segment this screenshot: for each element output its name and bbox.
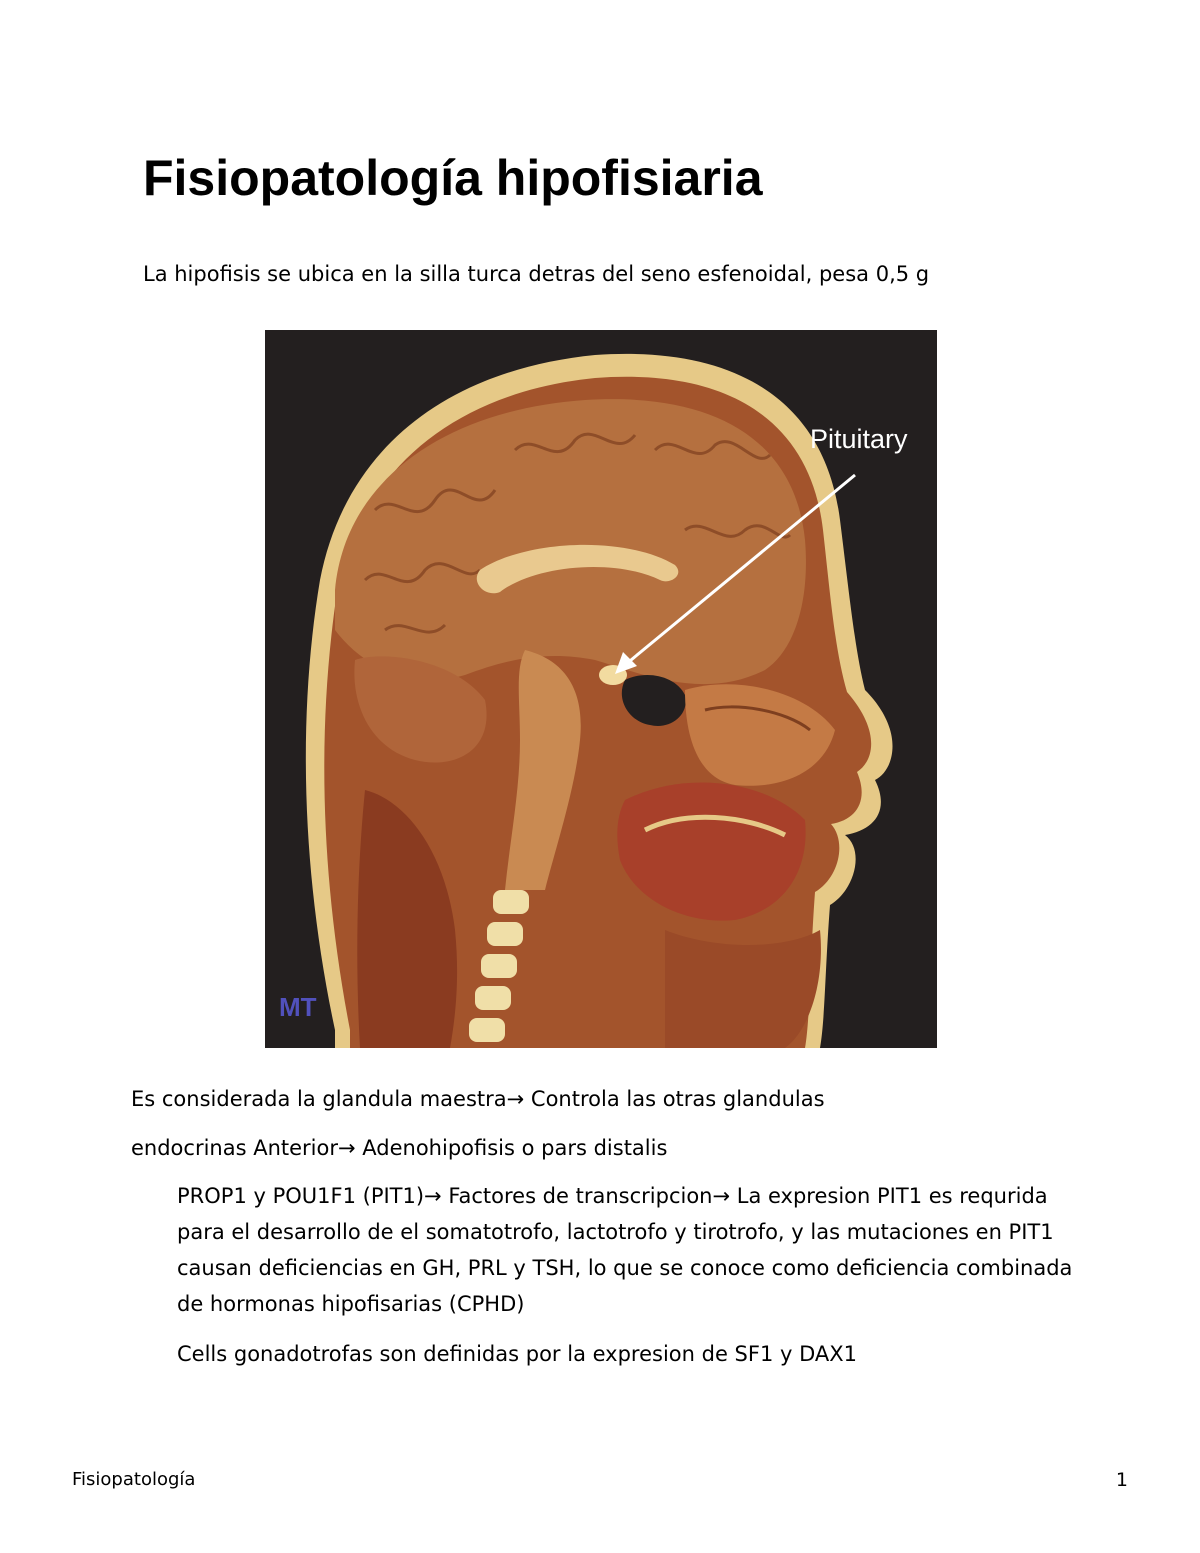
- sagittal-head-figure: [265, 330, 937, 1048]
- sagittal-head-illustration: [265, 330, 937, 1048]
- body-line-glandula-maestra: Es considerada la glandula maestra→ Controla las otras glandulas: [131, 1087, 825, 1111]
- watermark-logo: MT: [279, 992, 317, 1022]
- page-number: 1: [1115, 1469, 1128, 1491]
- footer-course-name: Fisiopatología: [72, 1469, 196, 1490]
- page-title: Fisiopatología hipofisiaria: [143, 150, 763, 206]
- intro-text: La hipofisis se ubica en la silla turca detras del seno esfenoidal, pesa 0,5 g: [143, 262, 930, 286]
- pituitary-label: Pituitary: [810, 424, 908, 454]
- paragraph-gonadotrofas: Cells gonadotrofas son definidas por la expresion de SF1 y DAX1: [177, 1342, 858, 1366]
- paragraph-pit1: PROP1 y POU1F1 (PIT1)→ Factores de transcripcion→ La expresion PIT1 es requrida para el desarrollo de el somatotrofo, lactotrofo y tirotrofo, y las mutaciones en PIT1 causan deficiencias en GH, PRL y TSH, lo que se conoce como deficiencia combinada de hormonas hipofisarias (CPHD): [177, 1184, 1073, 1316]
- body-line-adenohipofisis: endocrinas Anterior→ Adenohipofisis o pars distalis: [131, 1136, 668, 1160]
